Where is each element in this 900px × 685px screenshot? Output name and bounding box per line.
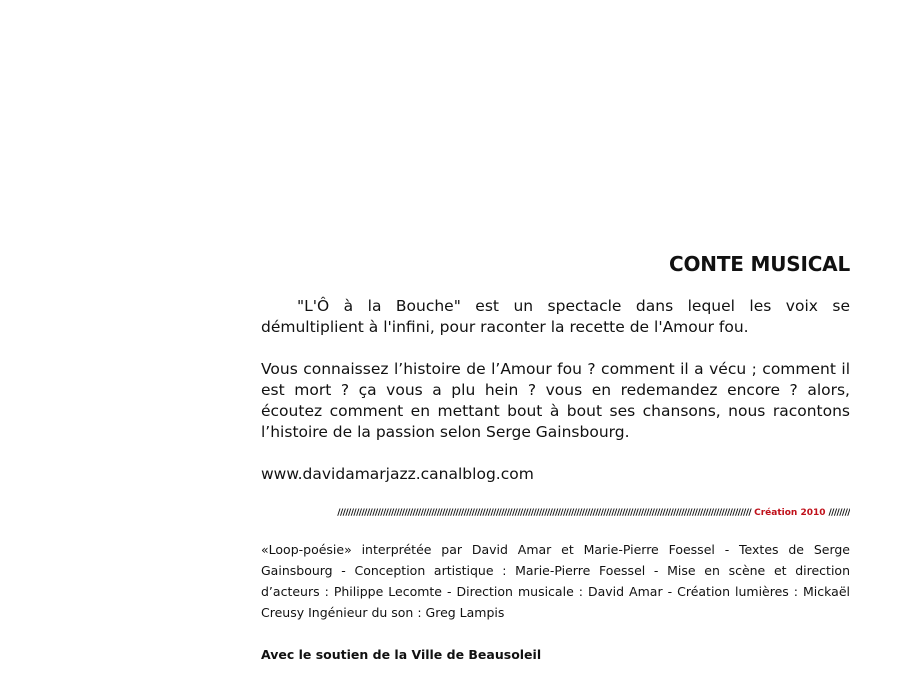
paragraph-spacer [261,338,850,359]
document-body [261,250,850,678]
support-line: Avec le soutien de la Ville de Beausoleil [261,647,542,662]
credits-text: «Loop-poésie» interprétée par David Amar et Marie-Pierre Foessel - Textes de Serge Gainsbourg - Conception artistique : Marie-Pierre Foessel - Mise en scène et direction d’acteurs : Philippe Lecomte - Direction musicale : David Amar - Création lumières : Mickaël Creusy Ingénieur du son : Greg Lampis [261,542,850,620]
paragraph-spacer [261,443,850,464]
website-link[interactable]: www.davidamarjazz.canalblog.com [261,465,534,483]
story-paragraph: Vous connaissez l’histoire de l’Amour fou ? comment il a vécu ; comment il est mort ? ça vous a plu hein ? vous en redemandez encore ? alors, écoutez comment en mettant bout à bout ses chansons, nous racontons l’histoire de la passion selon Serge Gainsbourg. [261,360,850,441]
separator-slashes-left: ////////////////////////////////////////////////////////////////////////////////////////////////////////////////////////////////////////////////////////// [337,508,752,518]
intro-paragraph: "L'Ô à la Bouche" est un spectacle dans lequel les voix se démultiplient à l'infini, pour raconter la recette de l'Amour fou. [261,297,850,336]
page-title: CONTE MUSICAL [669,252,850,276]
creation-year-label: Création 2010 [754,508,826,518]
creation-separator [261,507,850,519]
separator-slashes-right: //////// [828,508,850,518]
